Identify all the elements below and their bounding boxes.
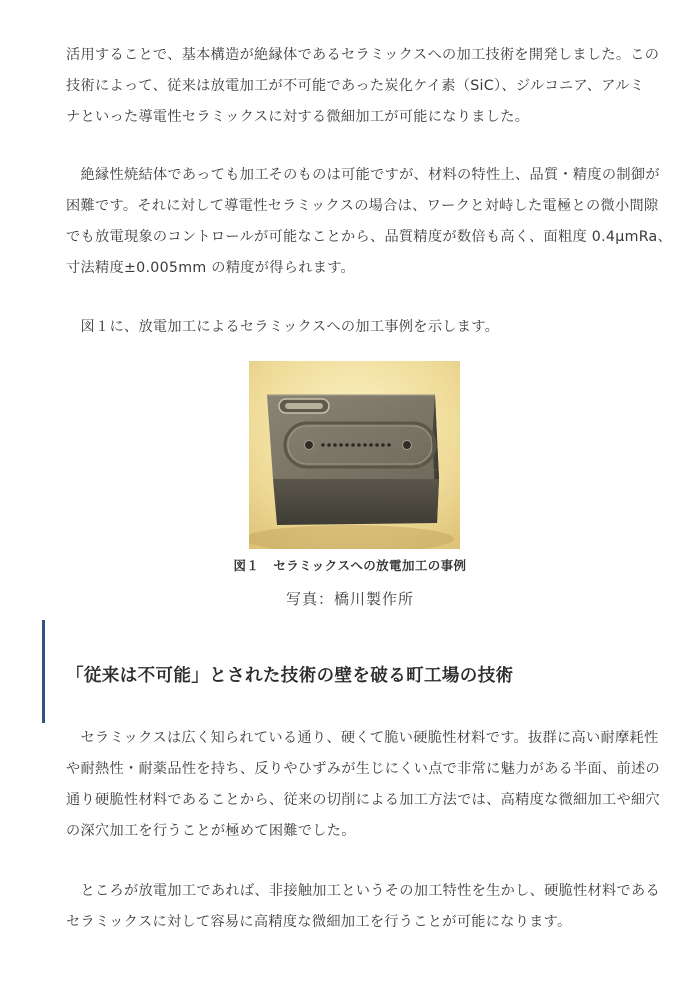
paragraph-line: 図１に、放電加工によるセラミックスへの加工事例を示します。: [66, 319, 500, 335]
paragraph-line: 通り硬脆性材料であることから、従来の切削による加工方法では、高精度な微細加工や細穴: [66, 792, 660, 808]
paragraph-line: の深穴加工を行うことが極めて困難でした。: [66, 823, 356, 839]
figure-label: 図１: [233, 558, 260, 573]
paragraph-line: 技術によって、従来は放電加工が不可能であった炭化ケイ素（SiC）、ジルコニア、アルミ: [66, 78, 645, 94]
paragraph-line: 絶縁性焼結体であっても加工そのものは可能ですが、材料の特性上、品質・精度の制御が: [66, 167, 660, 183]
ceramic-part-photo: [249, 361, 460, 549]
figure-caption-text: セラミックスへの放電加工の事例: [273, 558, 467, 573]
paragraph-line: ところが放電加工であれば、非接触加工というその加工特性を生かし、硬脆性材料である: [66, 883, 660, 899]
paragraph-line: 活用することで、基本構造が絶縁体であるセラミックスへの加工技術を開発しました。この: [66, 47, 660, 63]
intro-paragraph: [66, 40, 660, 133]
precision-paragraph: [66, 160, 673, 284]
paragraph-line: 寸法精度±0.005mm の精度が得られます。: [66, 260, 356, 276]
section-heading: 「従来は不可能」とされた技術の壁を破る町工場の技術: [66, 666, 514, 686]
figure-caption: [0, 556, 700, 574]
figure-intro-paragraph: [66, 312, 656, 343]
paragraph-line: 困難です。それに対して導電性セラミックスの場合は、ワークと対峙した電極との微小間隙: [66, 198, 659, 214]
ceramics-paragraph: [66, 723, 660, 847]
paragraph-line: セラミックスに対して容易に高精度な微細加工を行うことが可能になります。: [66, 914, 572, 930]
paragraph-line: ナといった導電性セラミックスに対する微細加工が可能になりました。: [66, 109, 530, 125]
paragraph-line: でも放電現象のコントロールが可能なことから、品質精度が数倍も高く、面粗度 0.4μmRa、: [66, 229, 673, 245]
paragraph-line: や耐熱性・耐薬品性を持ち、反りやひずみが生じにくい点で非常に魅力がある半面、前述の: [66, 761, 660, 777]
paragraph-line: セラミックスは広く知られている通り、硬くて脆い硬脆性材料です。抜群に高い耐摩耗性: [66, 730, 659, 746]
section-accent-bar: [42, 620, 45, 723]
edm-paragraph: [66, 876, 660, 938]
photo-credit: 写真：橋川製作所: [285, 590, 414, 608]
